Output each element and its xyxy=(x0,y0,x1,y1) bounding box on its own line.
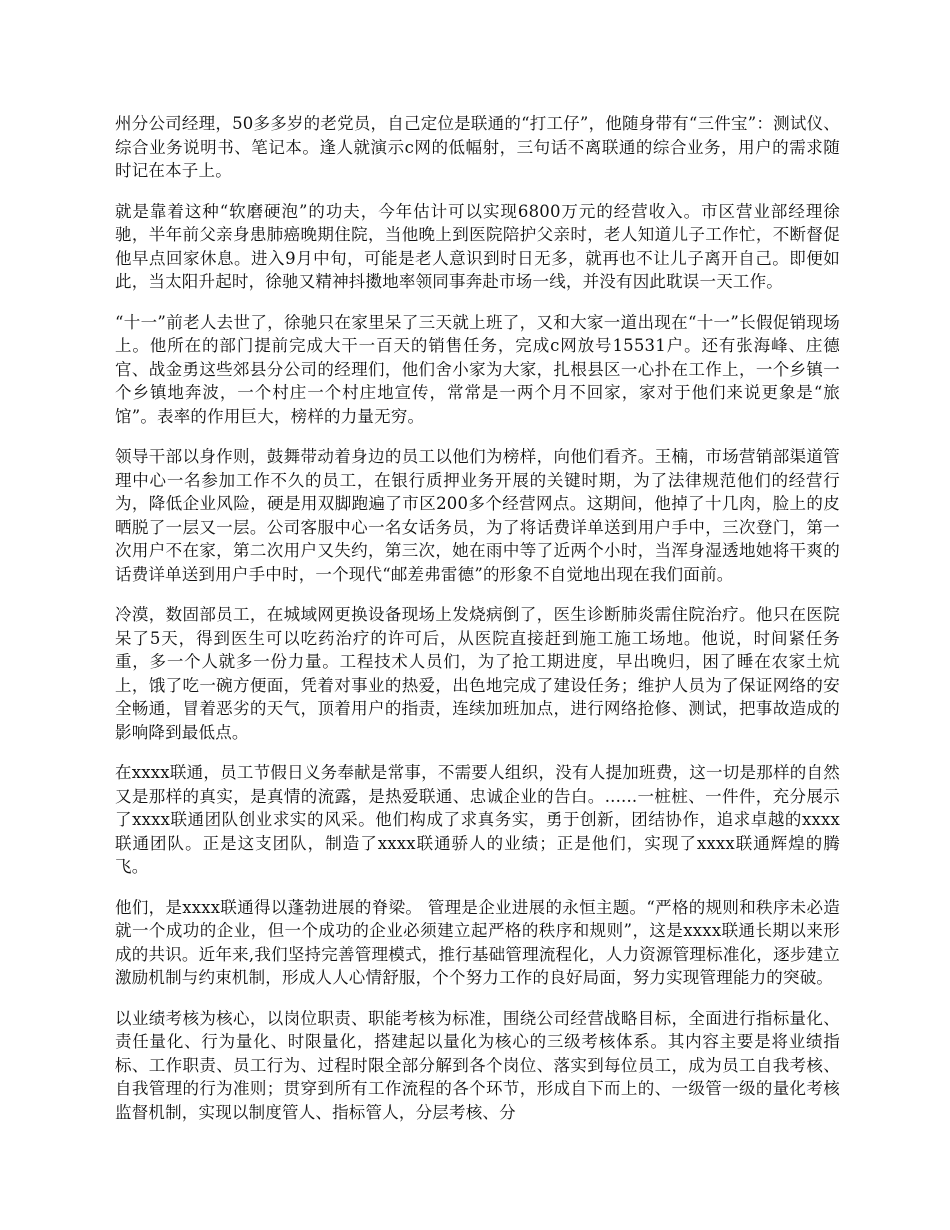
paragraph-5: 冷漠，数固部员工，在城域网更换设备现场上发烧病倒了，医生诊断肺炎需住院治疗。他只在医院呆了5天，得到医生可以吃药治疗的许可后，从医院直接赶到施工施工场地。他说，时间紧任务重，多一个人就多一份力量。工程技术人员们，为了抢工期进度，早出晚归，困了睡在农家土炕上，饿了吃一碗方便面，凭着对事业的热爱，出色地完成了建设任务；维护人员为了保证网络的安全畅通，冒着恶劣的天气，顶着用户的指责，连续加班加点，进行网络抢修、测试，把事故造成的影响降到最低点。 xyxy=(115,605,840,742)
paragraph-1: 州分公司经理，50多多岁的老党员，自己定位是联通的“打工仔”，他随身带有“三件宝”：测试仪、综合业务说明书、笔记本。逢人就演示c网的低幅射，三句话不离联通的综合业务，用户的需求随时记在本子上。 xyxy=(115,114,840,180)
paragraph-8: 以业绩考核为核心，以岗位职责、职能考核为标准，围绕公司经营战略目标，全面进行指标量化、责任量化、行为量化、时限量化，搭建起以量化为核心的三级考核体系。其内容主要是将业绩指标、工作职责、员工行为、过程时限全部分解到各个岗位、落实到每位员工，成为员工自我考核、自我管理的行为准则；贯穿到所有工作流程的各个环节，形成自下而上的、一级管一级的量化考核监督机制，实现以制度管人、指标管人，分层考核、分 xyxy=(115,1008,840,1122)
paragraph-4: 领导干部以身作则，鼓舞带动着身边的员工以他们为榜样，向他们看齐。王楠，市场营销部渠道管理中心一名参加工作不久的员工，在银行质押业务开展的关键时期，为了法律规范他们的经营行为，降低企业风险，硬是用双脚跑遍了市区200多个经营网点。这期间，他掉了十几肉，脸上的皮晒脱了一层又一层。公司客服中心一名女话务员，为了将话费详单送到用户手中，三次登门，第一次用户不在家，第二次用户又失约，第三次，她在雨中等了近两个小时，当浑身湿透地她将干爽的话费详单送到用户手中时，一个现代“邮差弗雷德”的形象不自觉地出现在我们面前。 xyxy=(115,447,840,584)
document-body xyxy=(115,112,840,1141)
paragraph-2: 就是靠着这种“软磨硬泡”的功夫，今年估计可以实现6800万元的经营收入。市区营业部经理徐驰，半年前父亲身患肺癌晚期住院，当他晚上到医院陪护父亲时，老人知道儿子工作忙，不断督促他早点回家休息。进入9月中旬，可能是老人意识到时日无多，就再也不让儿子离开自己。即便如此，当太阳升起时，徐驰又精神抖擞地率领同事奔赴市场一线，并没有因此耽误一天工作。 xyxy=(115,201,840,291)
paragraph-3: “十一”前老人去世了，徐驰只在家里呆了三天就上班了，又和大家一道出现在“十一”长假促销现场上。他所在的部门提前完成大干一百天的销售任务，完成c网放号15531户。还有张海峰、庄德官、战金勇这些郊县分公司的经理们，他们舍小家为大家，扎根县区一心扑在工作上，一个乡镇一个乡镇地奔波，一个村庄一个村庄地宣传，常常是一两个月不回家，家对于他们来说更象是“旅馆”。表率的作用巨大，榜样的力量无穷。 xyxy=(115,312,840,426)
paragraph-7: 他们，是xxxx联通得以蓬勃进展的脊梁。 管理是企业进展的永恒主题。“严格的规则和秩序未必造就一个成功的企业，但一个成功的企业必须建立起严格的秩序和规则”，这是xxxx联通长期以来形成的共识。近年来,我们坚持完善管理模式，推行基础管理流程化，人力资源管理标准化，逐步建立激励机制与约束机制，形成人人心情舒服，个个努力工作的良好局面，努力实现管理能力的突破。 xyxy=(115,897,840,987)
paragraph-6: 在xxxx联通，员工节假日义务奉献是常事，不需要人组织，没有人提加班费，这一切是那样的自然又是那样的真实，是真情的流露，是热爱联通、忠诚企业的告白。......一桩桩、一件件，充分展示了xxxx联通团队创业求实的风采。他们构成了求真务实，勇于创新，团结协作，追求卓越的xxxx联通团队。正是这支团队，制造了xxxx联通骄人的业绩；正是他们，实现了xxxx联通辉煌的腾飞。 xyxy=(115,763,840,876)
